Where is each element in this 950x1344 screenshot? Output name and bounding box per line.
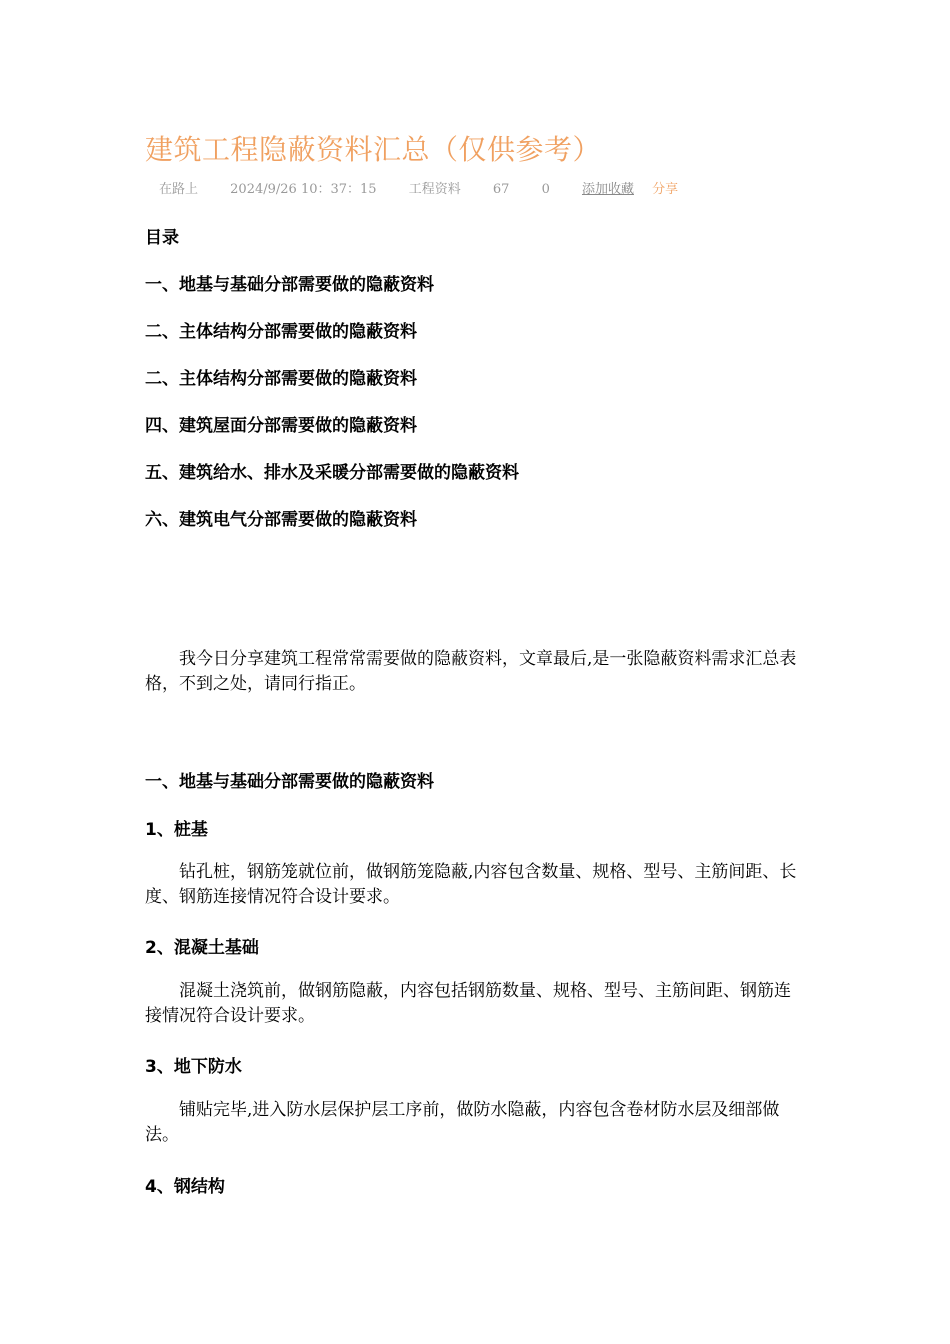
toc-item[interactable]: 二、主体结构分部需要做的隐蔽资料 bbox=[145, 369, 417, 389]
toc-item[interactable]: 六、建筑电气分部需要做的隐蔽资料 bbox=[145, 510, 417, 530]
toc-item[interactable]: 五、建筑给水、排水及采暖分部需要做的隐蔽资料 bbox=[145, 463, 519, 483]
share-link[interactable]: 分享 bbox=[652, 182, 679, 197]
meta-category[interactable]: 工程资料 bbox=[408, 182, 461, 197]
intro-paragraph: 我今日分享建筑工程常常需要做的隐蔽资料，文章最后,是一张隐蔽资料需求汇总表格，不到之处，请同行指正。 bbox=[145, 649, 797, 694]
article-title: 建筑工程隐蔽资料汇总（仅供参考） bbox=[145, 133, 602, 166]
toc-heading: 目录 bbox=[145, 228, 179, 248]
meta-date: 2024/9/26 10：37：15 bbox=[230, 182, 377, 197]
meta-comments: 0 bbox=[541, 182, 550, 197]
toc-item[interactable]: 一、地基与基础分部需要做的隐蔽资料 bbox=[145, 275, 434, 295]
section-heading: 一、地基与基础分部需要做的隐蔽资料 bbox=[145, 772, 434, 792]
body-paragraph: 钻孔桩，钢筋笼就位前，做钢筋笼隐蔽,内容包含数量、规格、型号、主筋间距、长度、钢筋连接情况符合设计要求。 bbox=[145, 862, 797, 907]
body-paragraph: 铺贴完毕,进入防水层保护层工序前，做防水隐蔽，内容包含卷材防水层及细部做法。 bbox=[145, 1100, 780, 1145]
add-favorite-link[interactable]: 添加收藏 bbox=[581, 182, 634, 197]
subsection-heading: 2、混凝土基础 bbox=[145, 938, 259, 958]
article-meta bbox=[159, 178, 678, 197]
meta-author[interactable]: 在路上 bbox=[159, 182, 199, 197]
subsection-heading: 3、地下防水 bbox=[145, 1057, 242, 1077]
body-paragraph: 混凝土浇筑前，做钢筋隐蔽，内容包括钢筋数量、规格、型号、主筋间距、钢筋连接情况符合设计要求。 bbox=[145, 981, 791, 1026]
subsection-heading: 1、桩基 bbox=[145, 820, 208, 840]
toc-item[interactable]: 二、主体结构分部需要做的隐蔽资料 bbox=[145, 322, 417, 342]
meta-views: 67 bbox=[492, 182, 510, 197]
subsection-heading: 4、钢结构 bbox=[145, 1177, 225, 1197]
toc-item[interactable]: 四、建筑屋面分部需要做的隐蔽资料 bbox=[145, 416, 417, 436]
